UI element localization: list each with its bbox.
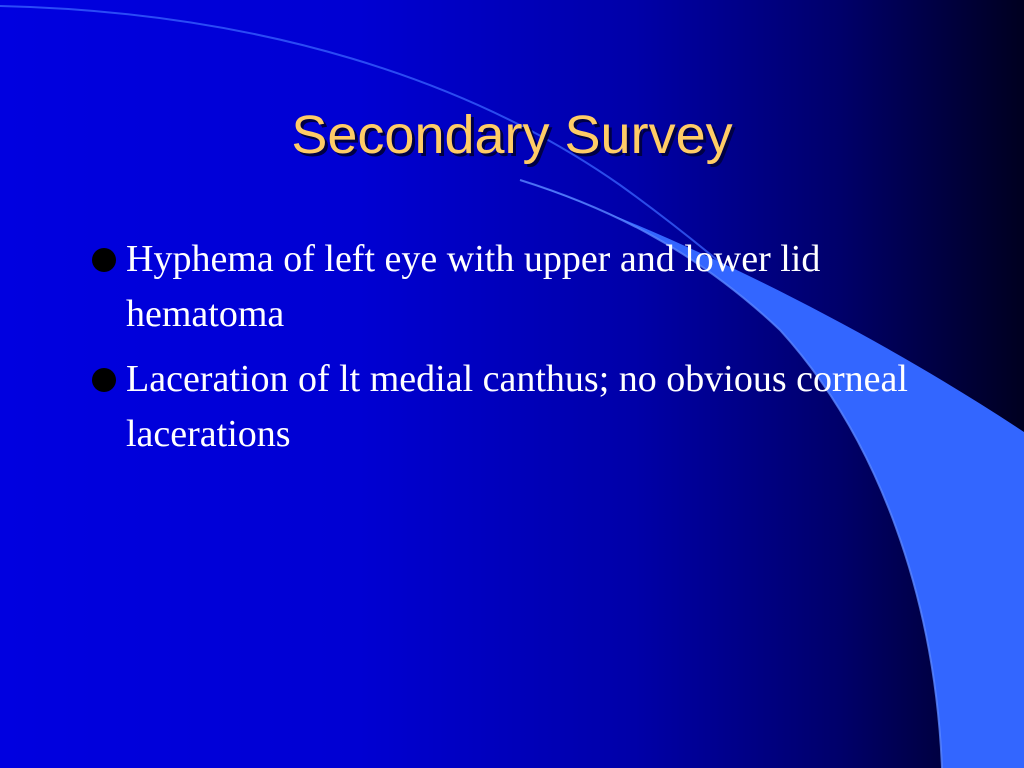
bullet-text: Laceration of lt medial canthus; no obvious corneal lacerations bbox=[126, 358, 908, 455]
bullet-item bbox=[86, 232, 946, 342]
bullet-text: Hyphema of left eye with upper and lower lid hematoma bbox=[126, 238, 821, 335]
filled-circle-bullet-icon bbox=[92, 368, 116, 392]
bullet-item bbox=[86, 352, 946, 462]
filled-circle-bullet-icon bbox=[92, 248, 116, 272]
slide-title: Secondary Survey bbox=[291, 105, 733, 165]
bullet-list bbox=[86, 232, 946, 472]
